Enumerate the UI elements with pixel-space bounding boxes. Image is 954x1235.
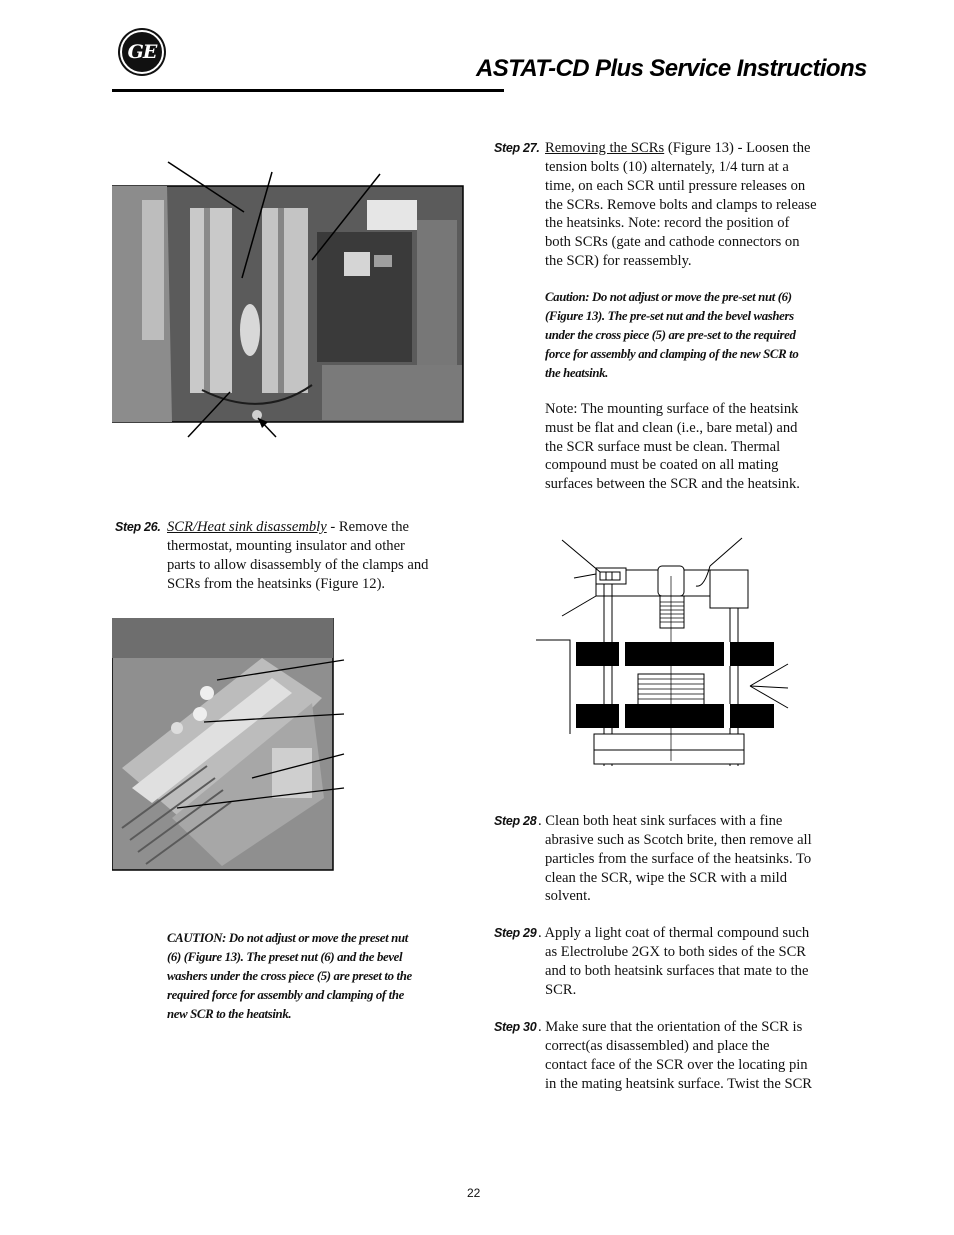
step-27-label: Step 27 — [494, 141, 537, 155]
step-28-label: Step 28 — [494, 814, 537, 828]
ge-logo-text: GE — [120, 30, 164, 74]
caution-right: Caution: Do not adjust or move the pre-set nut (6) (Figure 13). The pre-set nut and the bevel washers under the cross piece (5) are pre-set to the required force for assembly and clamping of the new SCR to the heatsink. — [545, 290, 799, 380]
caution-left: CAUTION: Do not adjust or move the preset nut (6) (Figure 13). The preset nut (6) and the bevel washers under the cross piece (5) are preset to the required force for assembly and clamping of the new SCR to the heatsink. — [167, 931, 412, 1021]
header-rule — [112, 89, 504, 92]
step-30: Step 30 . Make sure that the orientation of the SCR is correct(as disassembled) and place the contact face of the SCR over the locating pin in the mating heatsink surface. Twist the SCR — [494, 1019, 813, 1092]
step-28: Step 28 . Clean both heat sink surfaces with a fine abrasive such as Scotch brite, then remove all particles from the surface of the heatsinks. To clean the SCR, wipe the SCR with a mild solvent. — [494, 813, 812, 905]
figure-heatsink-photo — [112, 618, 352, 872]
step-29: Step 29 . Apply a light coat of thermal compound such as Electrolube 2GX to both sides of the SCR and to both heatsink surfaces that mate to the SCR. — [494, 925, 810, 998]
ge-logo — [118, 28, 166, 76]
figure-cabinet-photo — [112, 160, 464, 442]
step-26-title: SCR/Heat sink disassembly — [167, 519, 327, 535]
step-26: Step 26. SCR/Heat sink disassembly - Remove the thermostat, mounting insulator and other parts to allow disassembly of the clamps and SCRs from the heatsinks (Figure 12). — [115, 519, 429, 592]
page-title: ASTAT-CD Plus Service Instructions — [476, 55, 867, 82]
figure-scr-clamp-diagram — [534, 536, 794, 776]
step-27: Step 27. Removing the SCRs (Figure 13) - Loosen the tension bolts (10) alternately, 1/4 turn at a time, on each SCR until pressure releases on the SCRs. Remove bolts and clamps to release the heatsinks. Note: record the position of both SCRs (gate and cathode connectors on the SCR) for reassembly. — [494, 140, 817, 269]
step-27-title: Removing the SCRs — [545, 140, 665, 156]
step-30-label: Step 30 — [494, 1020, 537, 1034]
note-heatsink-surface: Note: The mounting surface of the heatsink must be flat and clean (i.e., bare metal) and the SCR surface must be clean. Thermal compound must be coated on all mating surfaces between the SCR and the heatsink. — [545, 401, 800, 493]
step-29-label: Step 29 — [494, 926, 537, 940]
step-26-label: Step 26 — [115, 520, 158, 534]
page-number: 22 — [467, 1186, 481, 1200]
